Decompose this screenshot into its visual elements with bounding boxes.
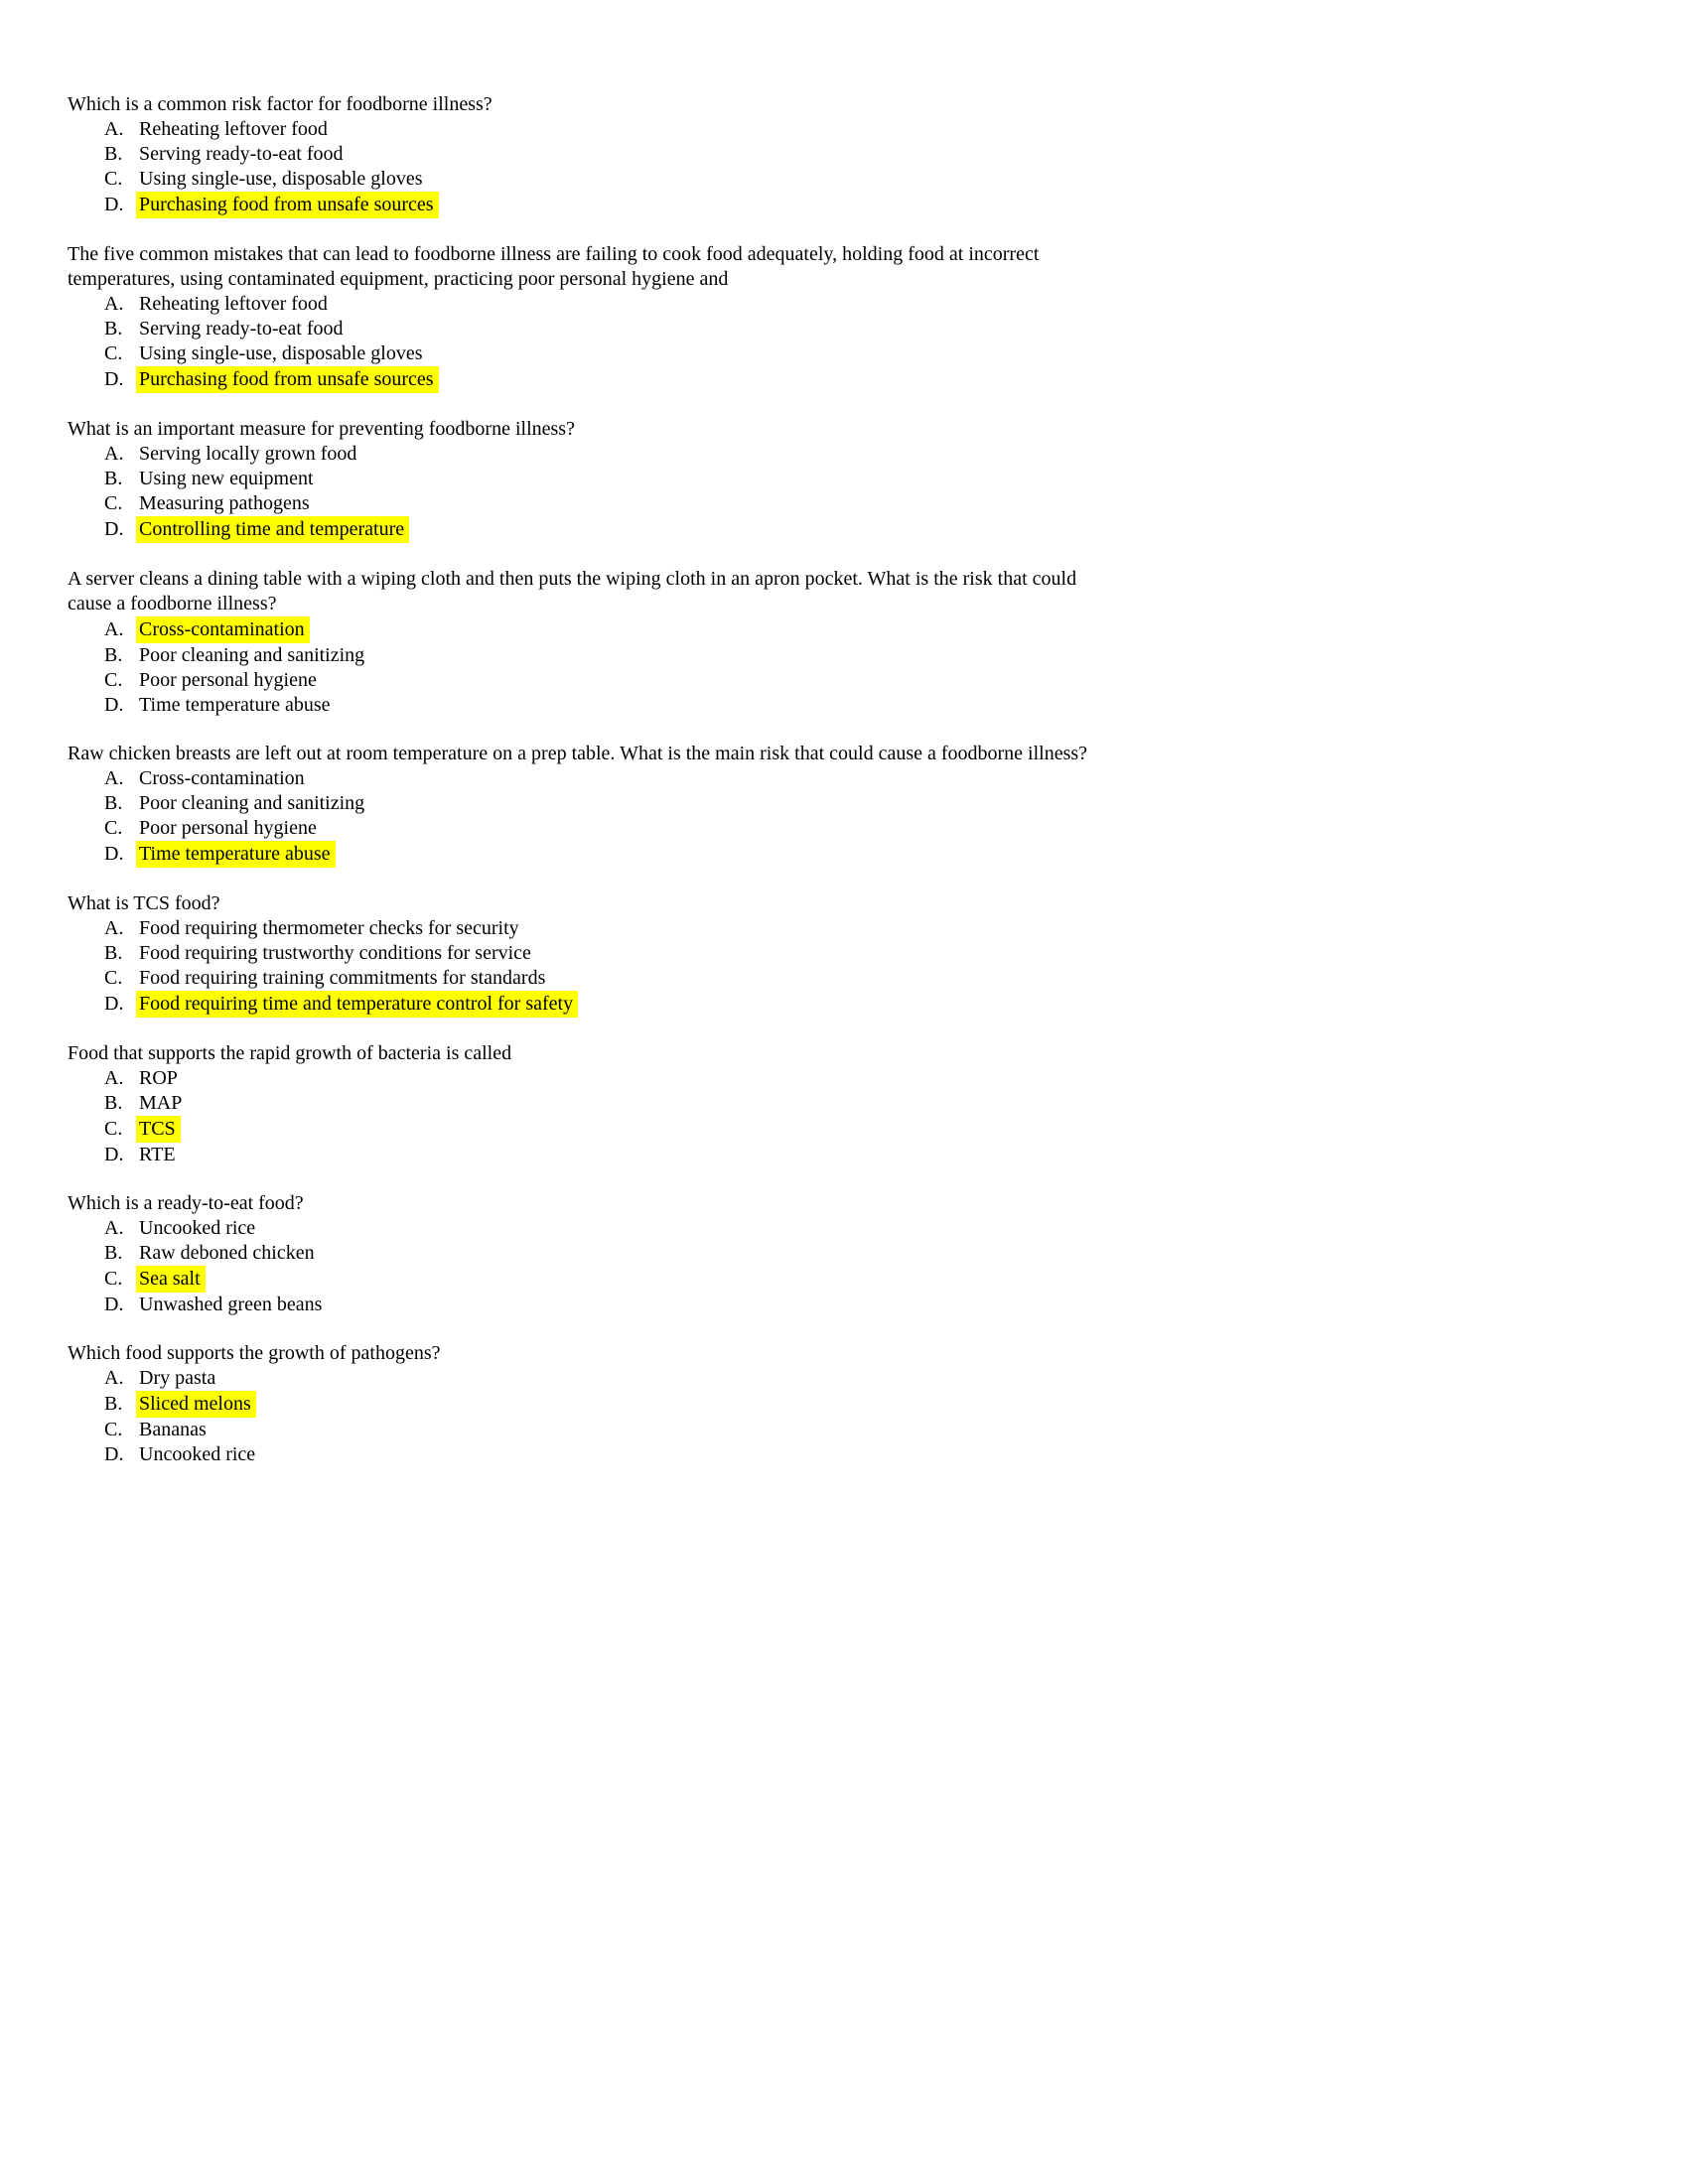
option-letter: C.: [104, 967, 123, 989]
question-text: Which food supports the growth of pathogens?: [68, 1342, 441, 1364]
question-text: Which is a ready-to-eat food?: [68, 1192, 304, 1214]
option-text: Food requiring trustworthy conditions for service: [139, 942, 531, 964]
option-letter: D.: [104, 1144, 124, 1165]
option-text: MAP: [139, 1092, 183, 1114]
question-text: What is an important measure for preventing foodborne illness?: [68, 418, 575, 440]
option-row: [68, 142, 1105, 167]
option-row: [68, 317, 1105, 341]
option-row: [68, 491, 1105, 516]
option-letter: B.: [104, 644, 123, 666]
question-block: [68, 417, 1105, 543]
option-row: [68, 1266, 1105, 1293]
option-letter: A.: [104, 917, 124, 939]
option-text-highlighted: Controlling time and temperature: [136, 516, 409, 543]
option-text: Raw deboned chicken: [139, 1242, 315, 1264]
option-letter: A.: [104, 443, 124, 465]
option-text: Poor cleaning and sanitizing: [139, 792, 365, 814]
option-row: [68, 442, 1105, 467]
option-row: [68, 117, 1105, 142]
option-letter: C.: [104, 1268, 123, 1290]
option-row: [68, 1391, 1105, 1418]
option-row: [68, 643, 1105, 668]
option-text: Using single-use, disposable gloves: [139, 168, 423, 190]
option-letter: D.: [104, 518, 124, 540]
option-row: [68, 516, 1105, 543]
question-text: The five common mistakes that can lead to foodborne illness are failing to cook food adequately, holding food at incorrect temperatures, using contaminated equipment, practicing poor personal hygiene and: [68, 243, 1040, 290]
option-text: ROP: [139, 1067, 178, 1089]
option-text: Poor personal hygiene: [139, 817, 317, 839]
option-row: [68, 916, 1105, 941]
option-text: Poor cleaning and sanitizing: [139, 644, 365, 666]
option-row: [68, 292, 1105, 317]
question-text: Which is a common risk factor for foodborne illness?: [68, 93, 492, 115]
option-text: Serving ready-to-eat food: [139, 143, 344, 165]
option-letter: D.: [104, 993, 124, 1015]
question-block: [68, 92, 1105, 218]
option-letter: D.: [104, 194, 124, 215]
question-text: A server cleans a dining table with a wiping cloth and then puts the wiping cloth in an apron pocket. What is the risk that could cause a foodborne illness?: [68, 568, 1077, 614]
option-row: [68, 467, 1105, 491]
question-block: [68, 891, 1105, 1018]
option-letter: A.: [104, 1217, 124, 1239]
option-row: [68, 1418, 1105, 1442]
option-text: Cross-contamination: [139, 767, 305, 789]
option-row: [68, 1116, 1105, 1143]
option-text-highlighted: Cross-contamination: [136, 616, 310, 643]
option-text: Uncooked rice: [139, 1217, 256, 1239]
option-letter: A.: [104, 767, 124, 789]
option-text: Measuring pathogens: [139, 492, 310, 514]
option-letter: C.: [104, 342, 123, 364]
option-row: [68, 1241, 1105, 1266]
option-row: [68, 991, 1105, 1018]
quiz-content: [68, 92, 1105, 1467]
question-block: [68, 567, 1105, 718]
option-letter: B.: [104, 942, 123, 964]
option-row: [68, 1143, 1105, 1167]
option-row: [68, 1091, 1105, 1116]
option-letter: D.: [104, 368, 124, 390]
option-row: [68, 616, 1105, 643]
option-letter: A.: [104, 1067, 124, 1089]
option-row: [68, 791, 1105, 816]
option-letter: D.: [104, 694, 124, 716]
question-block: [68, 742, 1105, 868]
option-text: Using new equipment: [139, 468, 314, 489]
option-letter: C.: [104, 1419, 123, 1440]
option-text: Uncooked rice: [139, 1443, 256, 1465]
option-letter: C.: [104, 817, 123, 839]
question-block: [68, 1041, 1105, 1167]
option-letter: B.: [104, 792, 123, 814]
option-letter: D.: [104, 843, 124, 865]
option-letter: B.: [104, 1242, 123, 1264]
option-letter: C.: [104, 492, 123, 514]
option-text-highlighted: Sliced melons: [136, 1391, 256, 1418]
question-block: [68, 1341, 1105, 1467]
option-row: [68, 1216, 1105, 1241]
option-row: [68, 1066, 1105, 1091]
option-text: Food requiring thermometer checks for security: [139, 917, 519, 939]
option-letter: D.: [104, 1443, 124, 1465]
option-text-highlighted: Food requiring time and temperature control for safety: [136, 991, 578, 1018]
option-text: Unwashed green beans: [139, 1294, 323, 1315]
option-text: Serving ready-to-eat food: [139, 318, 344, 340]
option-row: [68, 1293, 1105, 1317]
option-row: [68, 966, 1105, 991]
option-text-highlighted: Sea salt: [136, 1266, 206, 1293]
option-letter: A.: [104, 1367, 124, 1389]
question-text: Raw chicken breasts are left out at room temperature on a prep table. What is the main risk that could cause a foodborne illness?: [68, 743, 1088, 764]
option-text: Reheating leftover food: [139, 293, 328, 315]
option-text: Serving locally grown food: [139, 443, 357, 465]
option-row: [68, 941, 1105, 966]
option-text-highlighted: Purchasing food from unsafe sources: [136, 192, 439, 218]
option-row: [68, 668, 1105, 693]
question-block: [68, 1191, 1105, 1317]
option-letter: D.: [104, 1294, 124, 1315]
question-text: What is TCS food?: [68, 892, 220, 914]
option-letter: B.: [104, 318, 123, 340]
option-row: [68, 192, 1105, 218]
option-text-highlighted: TCS: [136, 1116, 181, 1143]
option-row: [68, 366, 1105, 393]
option-letter: B.: [104, 143, 123, 165]
option-row: [68, 341, 1105, 366]
option-text-highlighted: Purchasing food from unsafe sources: [136, 366, 439, 393]
option-text-highlighted: Time temperature abuse: [136, 841, 336, 868]
option-text: RTE: [139, 1144, 176, 1165]
question-text: Food that supports the rapid growth of bacteria is called: [68, 1042, 512, 1064]
option-row: [68, 1442, 1105, 1467]
option-text: Dry pasta: [139, 1367, 216, 1389]
option-text: Poor personal hygiene: [139, 669, 317, 691]
option-row: [68, 766, 1105, 791]
option-letter: B.: [104, 1092, 123, 1114]
question-block: [68, 242, 1105, 393]
option-row: [68, 1366, 1105, 1391]
option-row: [68, 167, 1105, 192]
option-row: [68, 693, 1105, 718]
option-text: Using single-use, disposable gloves: [139, 342, 423, 364]
option-text: Food requiring training commitments for standards: [139, 967, 546, 989]
option-letter: A.: [104, 118, 124, 140]
option-text: Bananas: [139, 1419, 207, 1440]
option-letter: C.: [104, 168, 123, 190]
option-letter: B.: [104, 468, 123, 489]
option-text: Reheating leftover food: [139, 118, 328, 140]
option-letter: C.: [104, 669, 123, 691]
option-letter: A.: [104, 618, 124, 640]
option-letter: C.: [104, 1118, 123, 1140]
option-letter: A.: [104, 293, 124, 315]
option-text: Time temperature abuse: [139, 694, 331, 716]
option-row: [68, 816, 1105, 841]
option-letter: B.: [104, 1393, 123, 1415]
option-row: [68, 841, 1105, 868]
